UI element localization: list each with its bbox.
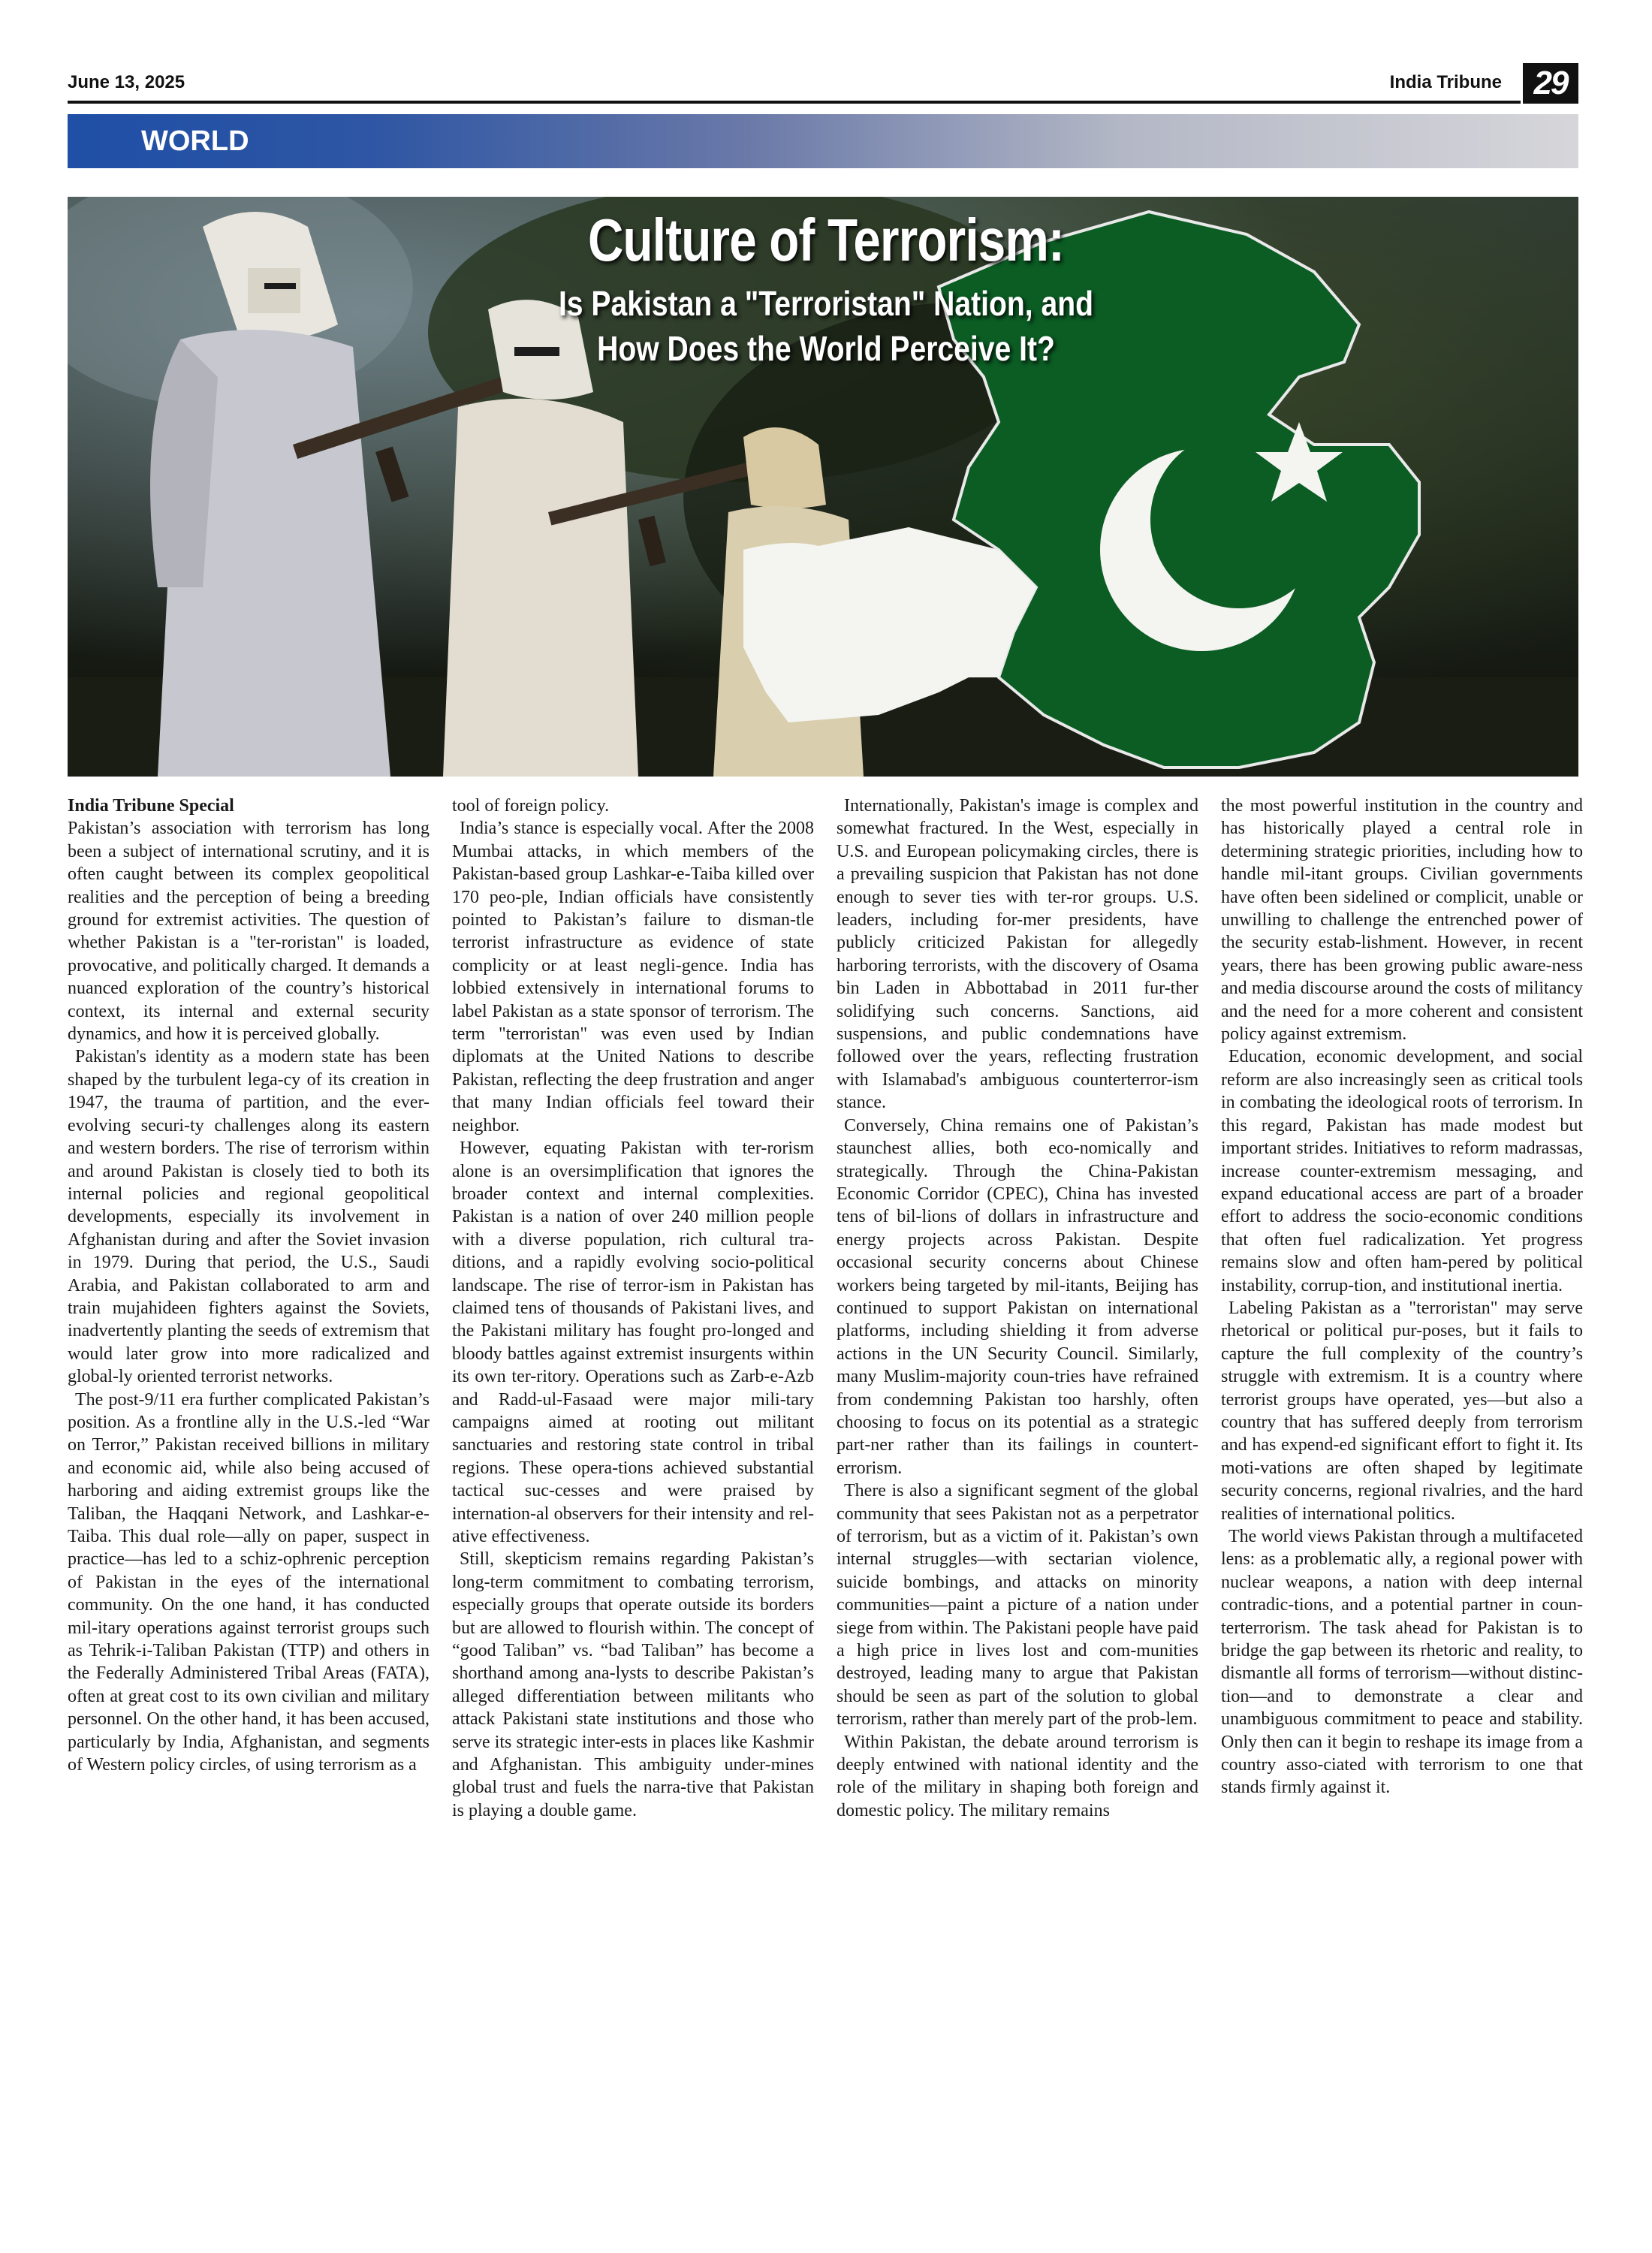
- paragraph: Pakistan's identity as a modern state has been shaped by the turbulent lega-cy of its creation in 1947, the trauma of partition, and the ever-evolving securi-ty challenges along its eastern and western borders. The rise of terrorism within and around Pakistan is closely tied to both its internal policies and regional geopolitical developments, especially its involvement in Afghanistan during and after the Soviet invasion in 1979. During that period, the U.S., Saudi Arabia, and Pakistan collaborated to arm and train mujahideen fighters against the Soviets, inadvertently planting the seeds of extremism that would later grow into more radicalized and global-ly oriented terrorist networks.: [68, 1047, 430, 1387]
- section-band: [68, 114, 1578, 168]
- paragraph: India’s stance is especially vocal. After the 2008 Mumbai attacks, in which members of the Pakistan-based group Lashkar-e-Taiba killed over 170 peo-ple, Indian officials have consistently pointed to Pakistan’s failure to disman-tle terrorist infrastructure as evidence of state complicity or at least negli-gence. India has lobbied extensively in international forums to label Pakistan as a state sponsor of terrorism. The term "terroristan" was even used by Indian diplomats at the United Nations to describe Pakistan, reflecting the deep frustration and anger that many Indian officials feel toward their neighbor.: [452, 819, 814, 1136]
- paragraph: Labeling Pakistan as a "terroristan" may serve rhetorical or political pur-poses, but it fails to capture the full complexity of the country’s struggle with extremism. It is a country where terrorist groups have operated, yes—but also a country that has suffered deeply from terrorism and has expend-ed significant effort to fight it. Its moti-vations are often shaped by legitimate security concerns, regional rivalries, and the hard realities of international politics.: [1221, 1298, 1583, 1524]
- paragraph: tool of foreign policy.: [452, 796, 610, 816]
- paragraph: Education, economic development, and social reform are also increasingly seen as critical tools in combating the ideological roots of terrorism. In this regard, Pakistan has made modest but important strides. Initiatives to reform madrassas, increase counter-extremism messaging, and expand educational access are part of a broader effort to address the socio-economic conditions that often fuel radicalization. Yet progress remains slow and often ham-pered by political instability, corrup-tion, and institutional inertia.: [1221, 1047, 1583, 1295]
- article-column-1: [68, 795, 430, 1776]
- paragraph: The world views Pakistan through a multifaceted lens: as a problematic ally, a regional power with nuclear weapons, a nation with deep internal contradic-tions, and a potential partner in coun-terterrorism. The task ahead for Pakistan is to bridge the gap between its rhetoric and reality, to dismantle all forms of terrorism—without distinc-tion—and to demonstrate a clear and unambiguous commitment to peace and stability. Only then can it begin to reshape its image from a country asso-ciated with terrorism to one that stands firmly against it.: [1221, 1527, 1583, 1798]
- paragraph: Within Pakistan, the debate around terrorism is deeply entwined with national identity and the role of the military in shaping both foreign and domestic policy. The military remains: [837, 1732, 1198, 1820]
- hero-title: Culture of Terrorism:: [588, 207, 1064, 273]
- paragraph: There is also a significant segment of the global community that sees Pakistan not as a perpetrator of terrorism, but as a victim of it. Pakistan’s own internal struggles—with sectarian violence, suicide bombings, and attacks on minority communities—paint a picture of a nation under siege from within. The Pakistani people have paid a high price in lives lost and com-munities destroyed, leading many to argue that Pakistan should be seen as part of the solution to global terrorism, rather than merely part of the prob-lem.: [837, 1481, 1198, 1730]
- article-column-2: [452, 795, 814, 1822]
- byline: India Tribune Special: [68, 796, 234, 816]
- hero-image: [68, 197, 1578, 777]
- paragraph: The post-9/11 era further complicated Pakistan’s position. As a frontline ally in the U.S.-led “War on Terror,” Pakistan received billions in military and economic aid, while also being accused of harboring and aiding extremist groups like the Taliban, the Haqqani Network, and Lashkar-e-Taiba. This dual role—ally on paper, suspect in practice—has led to a schiz-ophrenic perception of Pakistan in the eyes of the international community. On the one hand, it has conducted mil-itary operations against terrorist groups such as Tehrik-i-Taliban Pakistan (TTP) and others in the Federally Administered Tribal Areas (FATA), often at great cost to its own civilian and military personnel. On the other hand, it has been accused, particularly by India, Afghanistan, and segments of Western policy circles, of using terrorism as a: [68, 1389, 430, 1775]
- header-date: June 13, 2025: [68, 72, 185, 92]
- paragraph: However, equating Pakistan with ter-rorism alone is an oversimplification that ignores the broader context and internal complexities. Pakistan is a nation of over 240 million people with a diverse population, rich cultural tra-ditions, and a rapidly evolving socio-political landscape. The rise of terror-ism in Pakistan has claimed tens of thousands of Pakistani lives, and the Pakistani military has fought pro-longed and bloody battles against extremist insurgents within its own ter-ritory. Operations such as Zarb-e-Azb and Radd-ul-Fasaad were major mili-tary campaigns aimed at rooting out militant sanctuaries and restoring state control in tribal regions. These opera-tions achieved substantial tactical suc-cesses and were praised by internation-al observers for their intensity and rel-ative effectiveness.: [452, 1139, 814, 1546]
- paragraph: Still, skepticism remains regarding Pakistan’s long-term commitment to combating terrorism, especially groups that operate outside its borders but are allowed to flourish within. The concept of “good Taliban” vs. “bad Taliban” has become a shorthand among ana-lysts to describe Pakistan’s alleged differentiation between militants who attack Pakistani state institutions and those who serve its strategic inter-ests in places like Kashmir and Afghanistan. This ambiguity under-mines global trust and fuels the narra-tive that Pakistan is playing a double game.: [452, 1549, 814, 1820]
- section-label: WORLD: [141, 125, 249, 157]
- publication-name: India Tribune: [1389, 72, 1502, 92]
- hero-subtitle-line-2: How Does the World Perceive It?: [597, 329, 1055, 368]
- page-number: 29: [1523, 63, 1578, 104]
- hero-subtitle: [539, 281, 1114, 371]
- paragraph: Conversely, China remains one of Pakistan’s staunchest allies, both eco-nomically and strategically. Through the China-Pakistan Economic Corridor (CPEC), China has invested tens of bil-lions of dollars in infrastructure and energy projects across Pakistan. Despite occasional security concerns about Chinese workers being targeted by mil-itants, Beijing has continued to support Pakistan on international platforms, including shielding it from adverse actions in the UN Security Council. Similarly, many Muslim-majority coun-tries have refrained from condemning Pakistan too harshly, often choosing to focus on its potential as a strategic part-ner rather than its failings in countert-errorism.: [837, 1115, 1198, 1478]
- paragraph: the most powerful institution in the country and has historically played a central role in determining strategic priorities, including how to handle mil-itant groups. Civilian governments have often been sidelined or complicit, unable or unwilling to challenge the entrenched power of the security estab-lishment. However, in recent years, there has been growing public aware-ness and media discourse around the costs of militancy and the need for a more coherent and consistent policy against extremism.: [1221, 796, 1583, 1045]
- article-column-4: [1221, 795, 1583, 1799]
- header-rule: [68, 101, 1521, 104]
- paragraph: Internationally, Pakistan's image is complex and somewhat fractured. In the West, especially in U.S. and European policymaking circles, there is a prevailing suspicion that Pakistan has not done enough to sever ties with ter-ror groups. U.S. leaders, including for-mer presidents, have publicly criticized Pakistan for allegedly harboring terrorists, with the discovery of Osama bin Laden in Abbottabad in 2011 fur-ther solidifying such concerns. Sanctions, aid suspensions, and public condemnations have followed over the years, reflecting frustration with Islamabad's ambiguous counterterror-ism stance.: [837, 796, 1198, 1113]
- article-column-3: [837, 795, 1198, 1822]
- paragraph: Pakistan’s association with terrorism has long been a subject of international scrutiny, and it is often caught between its complex geopolitical realities and the perception of being a breeding ground for extremist activities. The question of whether Pakistan is a "ter-roristan" is loaded, provocative, and politically charged. It demands a nuanced exploration of the country’s historical context, its internal and external security dynamics, and how it is perceived globally.: [68, 819, 430, 1045]
- hero-subtitle-line-1: Is Pakistan a "Terroristan" Nation, and: [558, 284, 1094, 323]
